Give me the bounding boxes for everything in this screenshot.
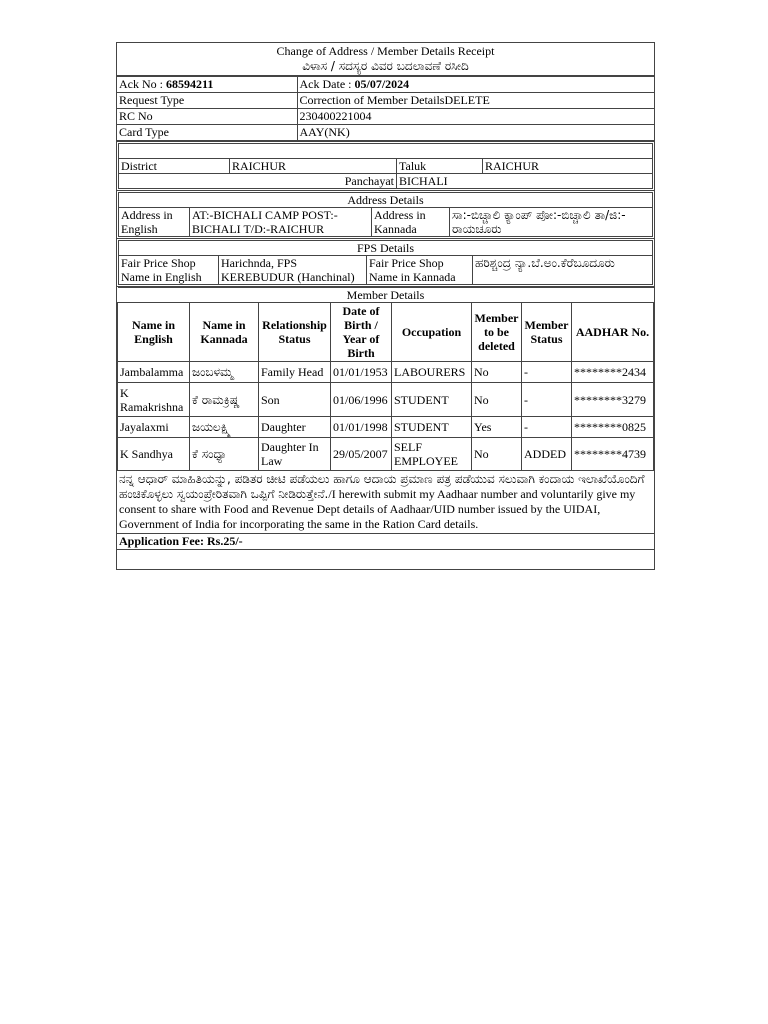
fps-kannada-value: ಹರಿಶ್ಚಂದ್ರ ನ್ಯಾ.ಬೆ.ಅಂ.ಕೆರೆಬೂದೂರು	[473, 256, 653, 285]
member-column-header: AADHAR No.	[572, 303, 654, 362]
member-row	[118, 438, 654, 471]
receipt-title	[117, 43, 654, 76]
district-value: RAICHUR	[230, 159, 397, 174]
member-cell: SELF EMPLOYEE	[392, 438, 472, 471]
title-english: Change of Address / Member Details Receipt	[276, 44, 495, 58]
request-type-row	[117, 93, 654, 109]
card-type-label: Card Type	[117, 125, 297, 141]
taluk-label: Taluk	[397, 159, 483, 174]
receipt-summary-table	[117, 76, 654, 141]
member-section-title: Member Details	[118, 288, 654, 303]
member-column-header: Member to be deleted	[472, 303, 522, 362]
member-cell: STUDENT	[392, 383, 472, 417]
member-cell: No	[472, 438, 522, 471]
member-cell: Jayalaxmi	[118, 417, 190, 438]
fps-section-title: FPS Details	[119, 241, 653, 256]
fps-english-value: Harichnda, FPS KEREBUDUR (Hanchinal)	[219, 256, 367, 285]
address-english-label: Address in English	[119, 208, 190, 237]
card-type-row	[117, 125, 654, 141]
member-cell: 01/01/1953	[331, 362, 392, 383]
member-cell: -	[522, 417, 572, 438]
member-details-table	[117, 287, 654, 471]
member-row	[118, 362, 654, 383]
member-cell: K Sandhya	[118, 438, 190, 471]
member-cell: ಕೆ ರಾಮಕ್ರಿಷ್ಣ	[190, 383, 259, 417]
ack-row	[117, 77, 654, 93]
member-column-header: Name in Kannada	[190, 303, 259, 362]
district-taluk-row	[119, 159, 653, 174]
address-english-value: AT:-BICHALI CAMP POST:-BICHALI T/D:-RAICHUR	[190, 208, 372, 237]
member-cell: -	[522, 362, 572, 383]
member-cell: ********0825	[572, 417, 654, 438]
address-row	[119, 208, 653, 237]
ack-date-value: 05/07/2024	[354, 77, 410, 91]
ack-no-value: 68594211	[166, 77, 214, 91]
member-cell: 29/05/2007	[331, 438, 392, 471]
details-container	[117, 141, 654, 287]
address-kannada-label: Address in Kannada	[372, 208, 450, 237]
fps-kannada-label: Fair Price Shop Name in Kannada	[367, 256, 473, 285]
fps-row	[119, 256, 653, 285]
member-cell: 01/01/1998	[331, 417, 392, 438]
member-table-header	[118, 303, 654, 362]
consent-text	[117, 471, 654, 533]
address-table	[118, 192, 653, 237]
taluk-value: RAICHUR	[483, 159, 653, 174]
member-cell: ಜಂಬಳಮ್ಮ	[190, 362, 259, 383]
rc-no-label: RC No	[117, 109, 297, 125]
member-cell: ಜಯಲಕ್ಷ್ಮಿ	[190, 417, 259, 438]
member-cell: Jambalamma	[118, 362, 190, 383]
member-cell: ********4739	[572, 438, 654, 471]
footer-blank	[117, 550, 654, 569]
member-cell: Family Head	[259, 362, 331, 383]
ack-no-label: Ack No :	[119, 77, 166, 91]
consent-english: /I herewith submit my Aadhaar number and voluntarily give my consent to share with Food and Revenue Dept details of Aadhaar/UID number issued by the UIDAI, Government of India for incorporating the same in the Ration Card details.	[119, 487, 636, 531]
blank-row	[119, 144, 653, 159]
member-column-header: Occupation	[392, 303, 472, 362]
member-cell: ********2434	[572, 362, 654, 383]
member-cell: Daughter	[259, 417, 331, 438]
member-row	[118, 383, 654, 417]
rc-no-row	[117, 109, 654, 125]
application-fee: Application Fee: Rs.25/-	[117, 533, 654, 550]
consent-kannada: ನನ್ನ ಆಧಾರ್ ಮಾಹಿತಿಯನ್ನು, ಪಡಿತರ ಚೀಟಿ ಪಡೆಯಲು ಹಾಗೂ ಆದಾಯ ಪ್ರಮಾಣ ಪತ್ರ ಪಡೆಯುವ ಸಲುವಾಗಿ ಕಂದಾಯ ಇಲಾಖೆಯೊಂದಿಗೆ ಹಂಚಿಕೊಳ್ಳಲು ಸ್ವಯಂಪ್ರೇರಿತವಾಗಿ ಒಪ್ಪಿಗೆ ನೀಡಿರುತ್ತೇನೆ.	[119, 472, 645, 501]
member-cell: Son	[259, 383, 331, 417]
member-cell: -	[522, 383, 572, 417]
member-column-header: Relationship Status	[259, 303, 331, 362]
address-section-title: Address Details	[119, 193, 653, 208]
member-cell: ಕೆ ಸಂಧ್ಯಾ	[190, 438, 259, 471]
panchayat-value: BICHALI	[397, 174, 653, 189]
member-cell: No	[472, 362, 522, 383]
member-cell: No	[472, 383, 522, 417]
panchayat-label: Panchayat	[119, 174, 397, 189]
fps-table	[118, 240, 653, 285]
request-type-value: Correction of Member DetailsDELETE	[297, 93, 654, 109]
member-cell: K Ramakrishna	[118, 383, 190, 417]
member-cell: 01/06/1996	[331, 383, 392, 417]
ack-date-label: Ack Date :	[299, 77, 355, 91]
member-cell: STUDENT	[392, 417, 472, 438]
member-column-header: Member Status	[522, 303, 572, 362]
member-column-header: Name in English	[118, 303, 190, 362]
receipt-document	[116, 42, 655, 570]
member-cell: Daughter In Law	[259, 438, 331, 471]
card-type-value: AAY(NK)	[297, 125, 654, 141]
fps-english-label: Fair Price Shop Name in English	[119, 256, 219, 285]
member-column-header: Date of Birth / Year of Birth	[331, 303, 392, 362]
title-kannada: ವಿಳಾಸ / ಸದಸ್ಯರ ವಿವರ ಬದಲಾವಣೆ ರಸೀದಿ	[302, 59, 469, 73]
member-cell: ADDED	[522, 438, 572, 471]
panchayat-row	[119, 174, 653, 189]
district-label: District	[119, 159, 230, 174]
request-type-label: Request Type	[117, 93, 297, 109]
address-kannada-value: ಸಾ:-ಬಿಚ್ಚಾಲಿ ಕ್ಯಾಂಪ್ ಪೋ:-ಬಿಚ್ಚಾಲಿ ತಾ/ಜಿ:-ರಾಯಚೂರು	[450, 208, 653, 237]
rc-no-value: 230400221004	[297, 109, 654, 125]
member-cell: ********3279	[572, 383, 654, 417]
location-table	[118, 143, 653, 189]
member-cell: LABOURERS	[392, 362, 472, 383]
member-row	[118, 417, 654, 438]
member-cell: Yes	[472, 417, 522, 438]
